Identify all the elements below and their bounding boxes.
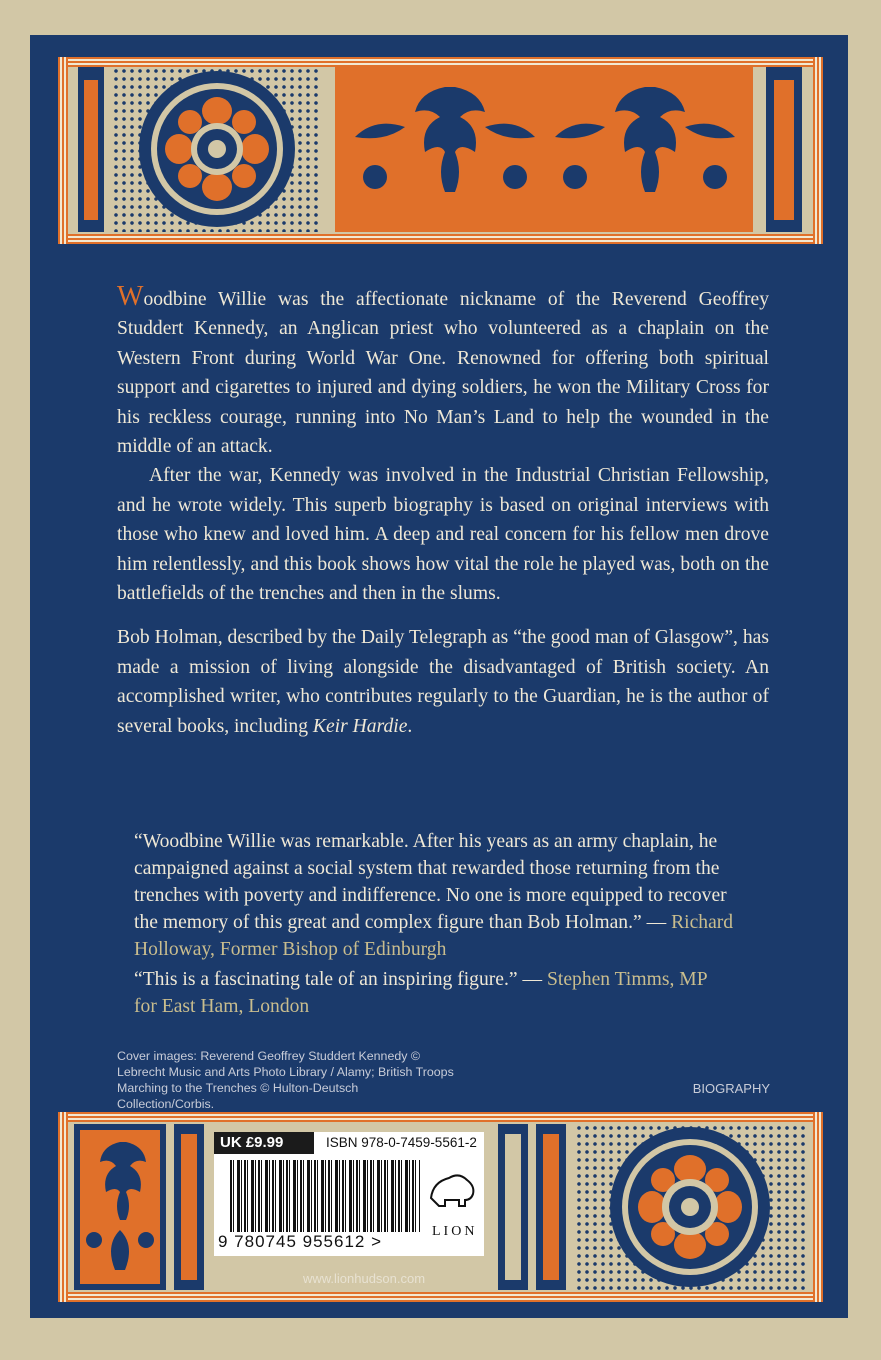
- endorsement-1-attribution: Richard Holloway, Former Bishop of Edinburgh: [134, 912, 734, 960]
- image-credits: Cover images: Reverend Geoffrey Studdert Kennedy © Lebrecht Music and Arts Photo Library / Alamy; British Troops Marching to the Trenches © Hulton-Deutsch Collection/Corbis.: [117, 1049, 454, 1111]
- isbn-label: ISBN 978-0-7459-5561-2: [326, 1135, 477, 1150]
- endorsement-1: [134, 828, 734, 963]
- endorsement-2-text: “This is a fascinating tale of an inspiring figure.” —: [134, 969, 547, 990]
- author-bio-end: .: [407, 715, 413, 737]
- barcode: [230, 1160, 420, 1232]
- bottom-right-stripe: [813, 1112, 823, 1302]
- bottom-right-bar-2-inner: [543, 1134, 559, 1280]
- price-label: UK £9.99: [220, 1134, 284, 1151]
- category-label: BIOGRAPHY: [692, 1081, 770, 1096]
- small-floral-icon: [80, 1130, 160, 1284]
- bottom-rosette-icon: [595, 1124, 785, 1290]
- author-bio-book: Keir Hardie: [312, 715, 408, 737]
- left-stripe: [58, 57, 68, 244]
- bottom-right-bar-1-inner: [505, 1134, 521, 1280]
- bottom-stripe: [58, 1292, 823, 1302]
- top-left-bar-inner: [84, 80, 98, 220]
- bottom-left-bar-inner: [181, 1134, 197, 1280]
- top-stripe-bottom: [58, 234, 823, 244]
- bottom-left-stripe: [58, 1112, 68, 1302]
- barcode-box: [214, 1132, 484, 1256]
- floral-motif-icon: [335, 67, 753, 232]
- blurb-paragraph-1: [117, 282, 769, 461]
- barcode-digits: 9 780745 955612 >: [218, 1232, 383, 1251]
- right-stripe: [813, 57, 823, 244]
- author-bio-text: Bob Holman, described by the Daily Telegraph as “the good man of Glasgow”, has made a mission of living alongside the disadvantaged of British society. An accomplished writer, who contributes regularly to the Guardian, he is the author of several books, including: [117, 627, 769, 737]
- blurb-p1-text: oodbine Willie was the affectionate nickname of the Reverend Geoffrey Studdert Kennedy, an Anglican priest who volunteered as a chaplain on the Western Front during World War One. Renowned for offering both spiritual support and cigarettes to injured and dying soldiers, he won the Military Cross for his reckless courage, running into No Man’s Land to help the wounded in the middle of an attack.: [117, 289, 769, 458]
- blurb: [117, 282, 769, 741]
- bottom-stripe-top: [58, 1112, 823, 1122]
- lion-logo-icon: [427, 1168, 479, 1212]
- publisher-website[interactable]: www.lionhudson.com: [302, 1271, 426, 1286]
- endorsement-2: [134, 966, 734, 1020]
- endorsement-2-attribution: Stephen Timms, MP for East Ham, London: [134, 969, 707, 1017]
- publisher-name: LION: [432, 1224, 478, 1239]
- top-right-bar-inner: [774, 80, 794, 220]
- drop-cap: W: [117, 281, 144, 312]
- top-stripe: [58, 57, 823, 67]
- author-bio: [117, 623, 769, 741]
- blurb-paragraph-2: After the war, Kennedy was involved in the Industrial Christian Fellowship, and he wrote widely. This superb biography is based on original interviews with those who knew and loved him. A deep and real concern for his fellow men drove him relentlessly, and this book shows how vital the role he played was, both on the battlefields of the trenches and then in the slums.: [117, 465, 769, 605]
- endorsement-1-text: “Woodbine Willie was remarkable. After his years as an army chaplain, he campaigned against a social system that rewarded those returning from the trenches with poverty and indifference. No one is more equipped to recover the memory of this great and complex figure than Bob Holman.” —: [134, 831, 727, 933]
- rosette-icon: [130, 67, 305, 232]
